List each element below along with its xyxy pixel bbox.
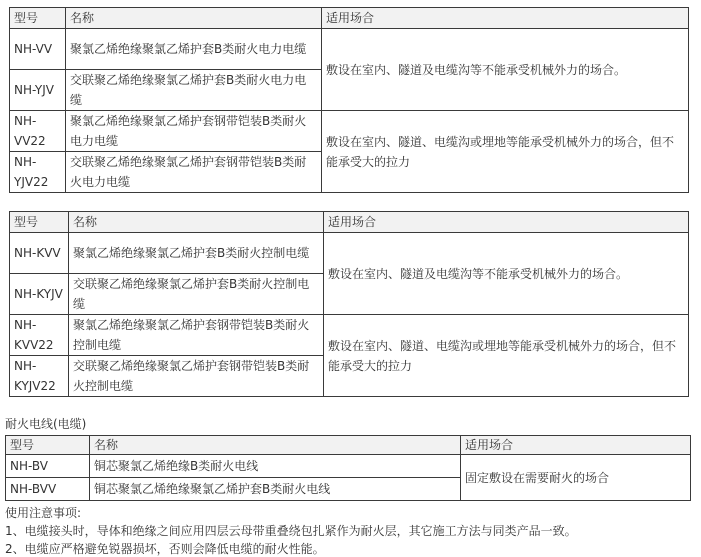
power-cable-table: [9, 7, 689, 193]
table-row: [10, 111, 689, 152]
name-cell: 交联聚乙烯绝缘聚氯乙烯护套钢带铠装B类耐火电力电缆: [66, 152, 322, 193]
header-usage: 适用场合: [461, 436, 691, 455]
header-usage: 适用场合: [324, 212, 689, 233]
header-name: 名称: [90, 436, 461, 455]
note-item: 1、电缆接头时，导体和绝缘之间应用四层云母带重叠绕包扎紧作为耐火层，其它施工方法与同类产品一致。: [5, 524, 577, 538]
table-row: [10, 233, 689, 274]
control-cable-table: [9, 211, 689, 397]
name-cell: 交联聚乙烯绝缘聚氯乙烯护套B类耐火控制电缆: [69, 274, 324, 315]
fire-resistant-wire-table: [5, 435, 691, 501]
usage-cell: 敷设在室内、隧道及电缆沟等不能承受机械外力的场合。: [322, 29, 689, 111]
model-cell: NH-YJV22: [10, 152, 66, 193]
model-cell: NH-KYJV22: [10, 356, 69, 397]
header-name: 名称: [66, 8, 322, 29]
name-cell: 聚氯乙烯绝缘聚氯乙烯护套钢带铠装B类耐火电力电缆: [66, 111, 322, 152]
header-model: 型号: [10, 212, 69, 233]
model-cell: NH-KVV: [10, 233, 69, 274]
usage-cell: 敷设在室内、隧道、电缆沟或埋地等能承受机械外力的场合，但不能承受大的拉力: [324, 315, 689, 397]
name-cell: 聚氯乙烯绝缘聚氯乙烯护套B类耐火电力电缆: [66, 29, 322, 70]
table-header-row: [6, 436, 691, 455]
table-row: [10, 315, 689, 356]
table-header-row: [10, 8, 689, 29]
note-item: 2、电缆应严格避免锐器损坏，否则会降低电缆的耐火性能。: [5, 542, 325, 556]
notes-title: 使用注意事项:: [5, 506, 82, 520]
model-cell: NH-BVV: [6, 478, 90, 501]
name-cell: 铜芯聚氯乙烯绝缘聚氯乙烯护套B类耐火电线: [90, 478, 461, 501]
usage-cell: 固定敷设在需要耐火的场合: [461, 455, 691, 501]
model-cell: NH-VV: [10, 29, 66, 70]
model-cell: NH-YJV: [10, 70, 66, 111]
model-cell: NH-KVV22: [10, 315, 69, 356]
header-model: 型号: [6, 436, 90, 455]
header-model: 型号: [10, 8, 66, 29]
name-cell: 交联聚乙烯绝缘聚氯乙烯护套钢带铠装B类耐火控制电缆: [69, 356, 324, 397]
section-title: 耐火电线(电缆): [5, 417, 87, 431]
usage-cell: 敷设在室内、隧道及电缆沟等不能承受机械外力的场合。: [324, 233, 689, 315]
table-header-row: [10, 212, 689, 233]
header-usage: 适用场合: [322, 8, 689, 29]
name-cell: 交联聚乙烯绝缘聚氯乙烯护套B类耐火电力电缆: [66, 70, 322, 111]
model-cell: NH-KYJV: [10, 274, 69, 315]
table-row: [10, 29, 689, 70]
model-cell: NH-VV22: [10, 111, 66, 152]
usage-cell: 敷设在室内、隧道、电缆沟或埋地等能承受机械外力的场合，但不能承受大的拉力: [322, 111, 689, 193]
table-row: [6, 455, 691, 478]
name-cell: 铜芯聚氯乙烯绝缘B类耐火电线: [90, 455, 461, 478]
name-cell: 聚氯乙烯绝缘聚氯乙烯护套B类耐火控制电缆: [69, 233, 324, 274]
name-cell: 聚氯乙烯绝缘聚氯乙烯护套钢带铠装B类耐火控制电缆: [69, 315, 324, 356]
model-cell: NH-BV: [6, 455, 90, 478]
header-name: 名称: [69, 212, 324, 233]
